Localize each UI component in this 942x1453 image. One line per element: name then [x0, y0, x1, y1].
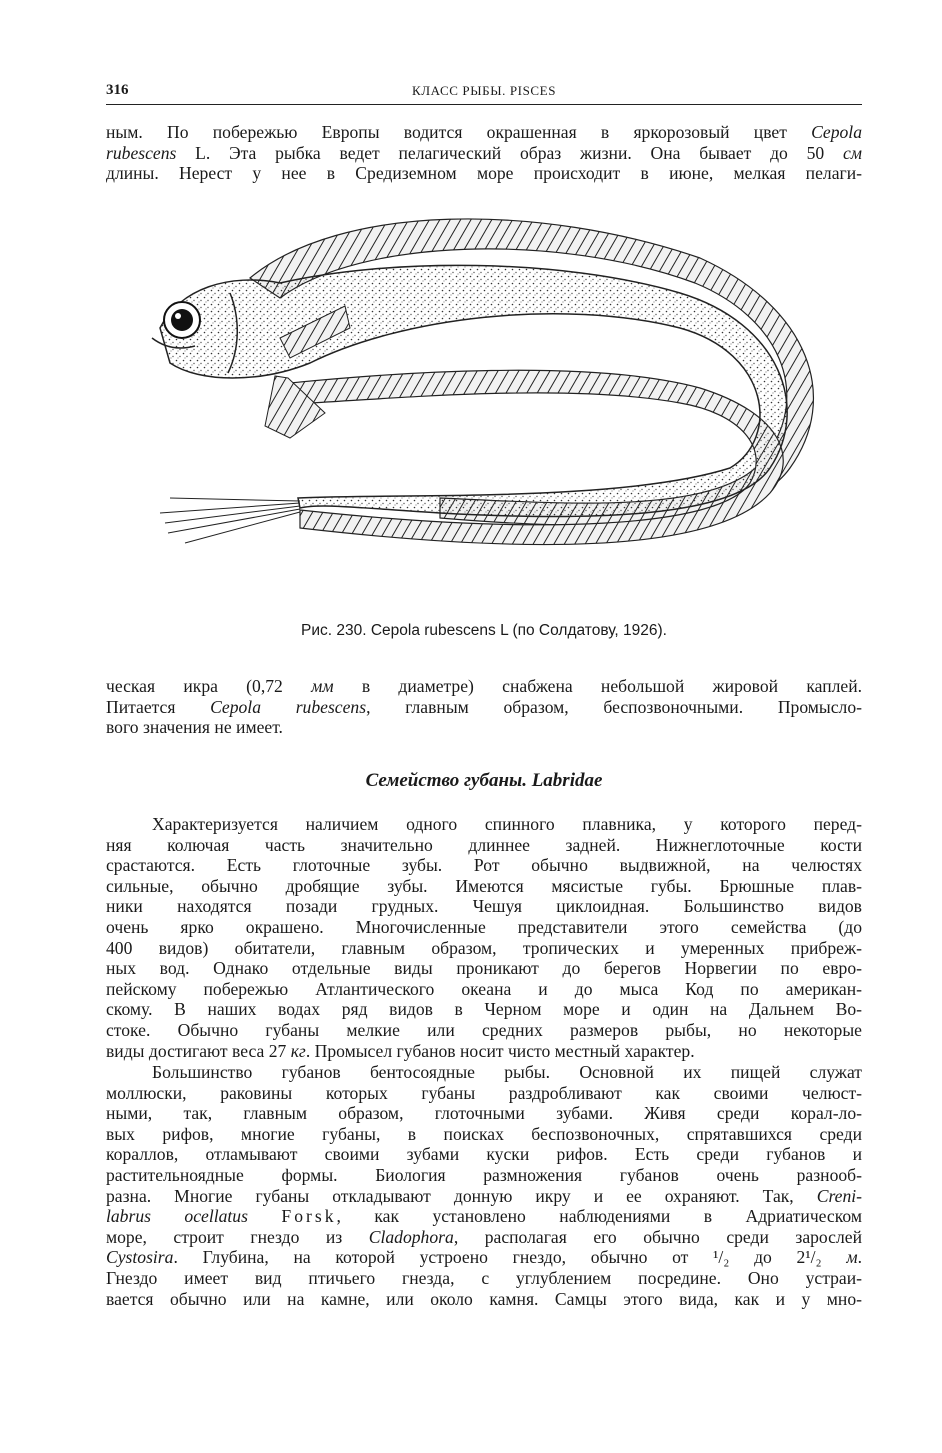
text-line: ными, так, главным образом, глоточными зубами. Живя среди корал-ло-	[106, 1103, 862, 1124]
species-name: Cepola rubescens	[210, 696, 367, 717]
text-run: , располагая его обычно среди зарослей	[453, 1226, 862, 1247]
cepola-rubescens-drawing	[140, 198, 840, 606]
text-run: , как установлено наблюдениями в Адриатическом	[336, 1206, 862, 1227]
text-run: ческая икра (0,72	[106, 676, 312, 696]
genus-name: Creni-	[816, 1185, 862, 1206]
text-line	[106, 697, 862, 718]
heading-latin: Labridae	[531, 770, 603, 791]
text-line: моллюски, раковины которых губаны раздробливают как своими челюст-	[106, 1082, 862, 1103]
page-number: 316	[106, 82, 129, 98]
species-name: labrus ocellatus	[106, 1206, 248, 1227]
heading-russian: Семейство губаны.	[365, 770, 532, 791]
text-line: пейскому побережью Атлантического океана и до мыса Код по американ-	[106, 978, 862, 999]
fraction: ¹/₂	[713, 1247, 730, 1268]
running-title: КЛАСС РЫБЫ. PISCES	[411, 83, 557, 98]
text-run: в диаметре) снабжена небольшой жировой каплей.	[333, 676, 863, 696]
text-run: ным. По побережью Европы водится окрашенная в яркорозовый цвет	[106, 122, 812, 142]
post-figure-paragraph	[106, 676, 862, 738]
text-line: Большинство губанов бентосоядные рыбы. Основной их пищей служат	[152, 1062, 862, 1082]
text-line: няя колючая часть значительно длиннее задней. Нижнеглоточные кости	[106, 834, 862, 855]
text-line: длины. Нерест у нее в Средиземном море происходит в июне, мелкая пелаги-	[106, 163, 862, 184]
text-line	[106, 1041, 862, 1062]
text-run: Питается	[106, 696, 211, 717]
author-name: Forsk	[281, 1206, 337, 1227]
text-line	[106, 122, 862, 143]
text-line: сильные, обычно дробящие зубы. Имеются мясистые губы. Брюшные плав-	[106, 875, 862, 896]
text-run: море, строит гнездо из	[106, 1226, 369, 1247]
paragraph-characteristics	[106, 814, 862, 1061]
text-line: Характеризуется наличием одного спинного плавника, у которого перед-	[152, 814, 862, 834]
text-line: ных вод. Однако отдельные виды проникают до берегов Норвегии по евро-	[106, 958, 862, 979]
text-line: стоке. Обычно губаны мелкие или средних размеров рыбы, но некоторые	[106, 1019, 862, 1040]
section-heading	[106, 770, 862, 792]
text-line: растительноядные формы. Биология размножения губанов очень разнооб-	[106, 1164, 862, 1185]
text-run: разна. Многие губаны откладывают донную икру и ее охраняют. Так,	[106, 1185, 817, 1206]
text-line: Гнездо имеет вид птичьего гнезда, с углублением посредине. Оно устраи-	[106, 1267, 862, 1288]
text-run: , главным образом, беспозвоночными. Промысло-	[366, 696, 862, 717]
unit: мм	[311, 676, 334, 696]
text-line	[106, 676, 862, 697]
text-run: .	[857, 1247, 862, 1268]
fish-illustration	[140, 198, 840, 606]
text-line	[106, 1186, 862, 1207]
unit: см	[842, 142, 862, 163]
text-line: скому. В наших водах ряд видов в Черном море и один на Дальнем Во-	[106, 999, 862, 1020]
text-line	[106, 143, 862, 164]
unit: кг	[290, 1040, 306, 1061]
text-line: 400 видов) обитатели, главным образом, тропических и умеренных прибреж-	[106, 937, 862, 958]
text-line: вается обычно или на камне, или около камня. Самцы этого вида, как и у мно-	[106, 1288, 862, 1309]
text-line: вого значения не имеет.	[106, 717, 283, 738]
text-line: срастаются. Есть глоточные зубы. Рот обычно выдвижной, на челюстях	[106, 855, 862, 876]
genus-name: Cladophora	[368, 1226, 454, 1247]
text-line: ники находятся позади грудных. Чешуя циклоидная. Большинство видов	[106, 896, 862, 917]
text-line	[106, 1227, 862, 1248]
figure-caption: Рис. 230. Cepola rubescens L (по Солдатову, 1926).	[301, 622, 667, 639]
text-run: . Промысел губанов носит чисто местный характер.	[305, 1040, 695, 1061]
genus-name: Cystosira	[106, 1247, 174, 1268]
paragraph-biology	[106, 1062, 862, 1309]
species-name: rubescens	[106, 142, 177, 163]
text-line: вых рифов, многие губаны, в поисках беспозвоночных, спрятавшихся среди	[106, 1123, 862, 1144]
text-line: очень ярко окрашено. Многочисленные представители этого семейства (до	[106, 916, 862, 937]
text-line	[106, 1247, 862, 1268]
text-line: кораллов, отламывают своими зубами куски рифов. Есть среди губанов и	[106, 1144, 862, 1165]
text-run: L. Эта рыбка ведет пелагический образ жизни. Она бывает до 50	[176, 142, 843, 163]
page-header	[106, 82, 862, 105]
unit: м	[846, 1247, 858, 1268]
text-line	[106, 1206, 862, 1227]
text-run: до 2¹/₂	[729, 1247, 847, 1268]
intro-paragraph	[106, 122, 862, 184]
text-run: виды достигают веса 27	[106, 1040, 291, 1061]
species-name: Cepola	[811, 122, 862, 142]
text-run: . Глубина, на которой устроено гнездо, обычно от	[173, 1247, 714, 1268]
